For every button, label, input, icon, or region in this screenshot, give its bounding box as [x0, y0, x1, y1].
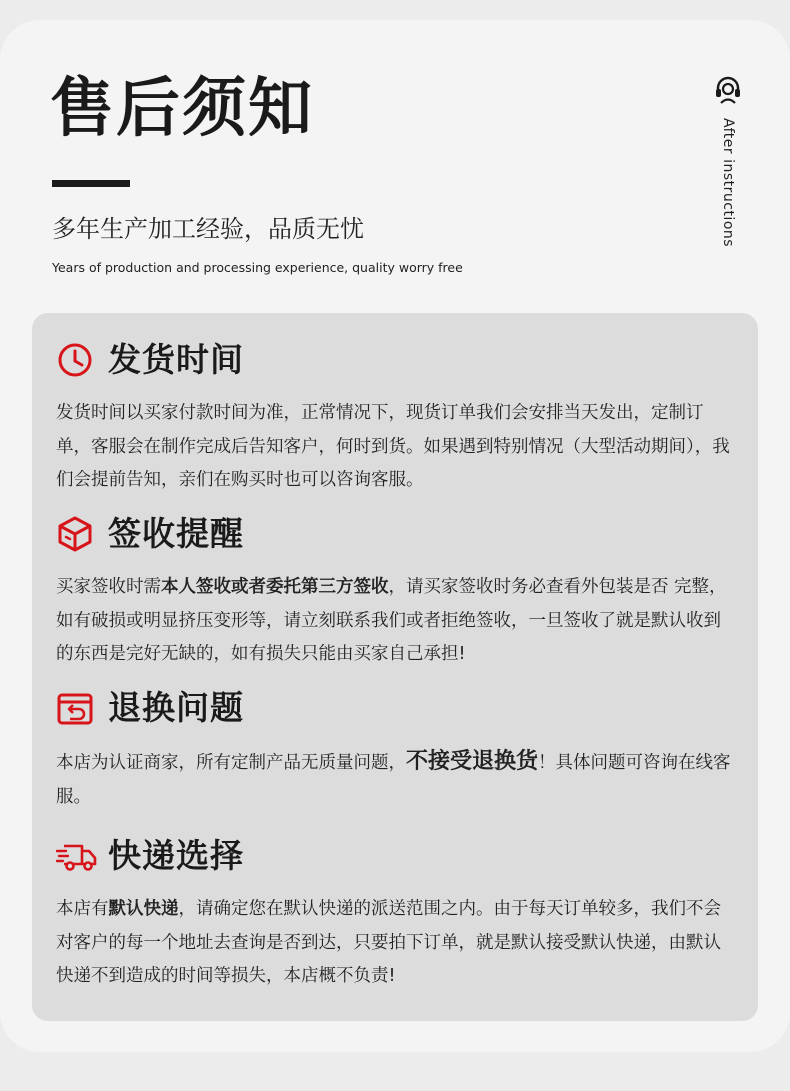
page-title: 售后须知 — [50, 72, 314, 146]
after-sales-card — [0, 20, 790, 1052]
section-title: 签收提醒 — [108, 514, 244, 553]
section-returns — [56, 683, 736, 814]
clock-icon — [56, 341, 94, 379]
section-title: 退换问题 — [108, 688, 244, 727]
side-caption: After instructions — [720, 118, 736, 248]
emphasis-text: 不接受退换货 — [406, 749, 539, 774]
section-text: 买家签收时需本人签收或者委托第三方签收，请买家签收时务必查看外包装是否 完整，如有破损或明显挤压变形等，请立刻联系我们或者拒绝签收，一旦签收了就是默认收到的东西是完好无缺的，如有损失只能由买家自己承担! — [56, 577, 727, 664]
emphasis-text: 默认快递 — [108, 899, 179, 919]
section-title: 快递选择 — [108, 836, 244, 875]
section-text: 发货时间以买家付款时间为准，正常情况下，现货订单我们会安排当天发出，定制订单，客服会在制作完成后告知客户，何时到货。如果遇到特别情况（大型活动期间），我们会提前告知，亲们在购买时也可以咨询客服。 — [56, 403, 730, 490]
emphasis-text: 本人签收或者委托第三方签收 — [161, 577, 389, 597]
section-shipping-time — [56, 335, 736, 498]
subtitle: 多年生产加工经验，品质无忧 — [52, 215, 364, 243]
return-box-icon — [56, 689, 94, 727]
section-title: 发货时间 — [108, 340, 244, 379]
delivery-truck-icon — [56, 837, 98, 875]
section-receipt-reminder — [56, 509, 736, 672]
section-text: 本店为认证商家，所有定制产品无质量问题，不接受退换货！具体问题可咨询在线客服。 — [56, 749, 731, 807]
content-panel — [32, 313, 758, 1021]
subtitle-english: Years of production and processing experience, quality worry free — [52, 260, 463, 275]
headset-icon — [713, 75, 743, 105]
section-text: 本店有默认快递，请确定您在默认快递的派送范围之内。由于每天订单较多，我们不会对客户的每一个地址去查询是否到达，只要拍下订单，就是默认接受默认快递，由默认快递不到造成的时间等损失，本店概不负责! — [56, 899, 721, 986]
package-icon — [56, 515, 94, 553]
section-courier-choice — [56, 831, 736, 994]
title-underline — [52, 180, 130, 187]
